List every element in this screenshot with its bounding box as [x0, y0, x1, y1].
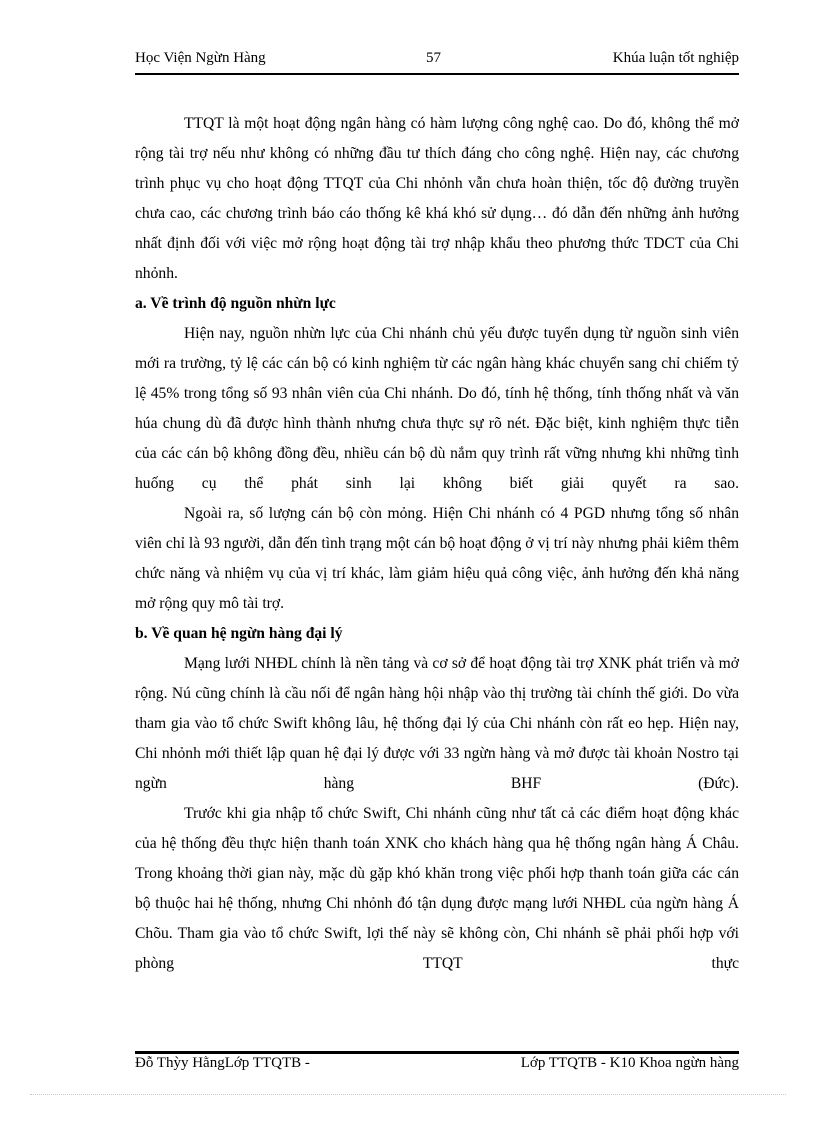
paragraph-technology: TTQT là một hoạt động ngân hàng có hàm lượng công nghệ cao. Do đó, không thể mở rộng tài trợ nếu như không có những đầu tư thích đáng cho công nghệ. Hiện nay, các chương trình phục vụ cho hoạt động TTQT của Chi nhỏnh vẫn chưa hoàn thiện, tốc độ đường truyền chưa cao, các chương trình báo cáo thống kê khá khó sử dụng… đó dẫn đến những ảnh hưởng nhất định đối với việc mở rộng hoạt động tài trợ nhập khẩu theo phương thức TDCT của Chi nhỏnh. [135, 115, 739, 282]
header-institution: Học Viện Ngừn Hàng [135, 50, 266, 66]
page-header [135, 50, 739, 72]
section-heading-b: b. Về quan hệ ngừn hàng đại lý [135, 625, 343, 642]
footer-author: Đỗ Thỳy HằngLớp TTQTB - [135, 1055, 310, 1071]
paragraph-staff-shortage: Ngoài ra, số lượng cán bộ còn mỏng. Hiện Chi nhánh có 4 PGD nhưng tổng số nhân viên chỉ là 93 người, dẫn đến tình trạng một cán bộ hoạt động ở vị trí này nhưng phải kiêm thêm chức năng và nhiệm vụ của vị trí khác, làm giảm hiệu quả công việc, ảnh hưởng đến khả năng mở rộng quy mô tài trợ. [135, 505, 739, 612]
page-number: 57 [426, 50, 441, 66]
page-footer [135, 1055, 739, 1077]
paragraph-human-resources: Hiện nay, nguồn nhừn lực của Chi nhánh chủ yếu được tuyển dụng từ nguồn sinh viên mới ra trường, tỷ lệ các cán bộ có kinh nghiệm từ các ngân hàng khác chuyển sang chỉ chiếm tỷ lệ 45% trong tổng số 93 nhân viên của Chi nhánh. Do đó, tính hệ thống, tính thống nhất và văn húa chung dù đã được hình thành nhưng chưa thực sự rõ nét. Đặc biệt, kinh nghiệm thực tiễn của các cán bộ không đồng đều, nhiều cán bộ dù nắm quy trình rất vững nhưng khi những tình huống cụ thể phát sinh lại không biết giải quyết ra sao. [135, 325, 739, 492]
paragraph-correspondent-network: Mạng lưới NHĐL chính là nền tảng và cơ sở để hoạt động tài trợ XNK phát triển và mở rộng. Nú cũng chính là cầu nối để ngân hàng hội nhập vào thị trường tài chính thế giới. Do vừa tham gia vào tổ chức Swift không lâu, hệ thống đại lý của Chi nhánh còn rất eo hẹp. Hiện nay, Chi nhỏnh mới thiết lập quan hệ đại lý được với 33 ngừn hàng và mở được tài khoản Nostro tại ngừn hàng BHF (Đức). [135, 655, 739, 792]
header-rule [135, 73, 739, 75]
footer-rule [135, 1051, 739, 1054]
paragraph-swift: Trước khi gia nhập tổ chức Swift, Chi nhánh cũng như tất cả các điểm hoạt động khác của hệ thống đều thực hiện thanh toán XNK cho khách hàng qua hệ thống ngân hàng Á Châu. Trong khoảng thời gian này, mặc dù gặp khó khăn trong việc phối hợp thanh toán giữa các cán bộ thuộc hai hệ thống, nhưng Chi nhỏnh đó tận dụng được mạng lưới NHĐL của ngừn hàng Á Chõu. Tham gia vào tổ chức Swift, lợi thế này sẽ không còn, Chi nhánh sẽ phải phối hợp với phòng TTQT thực [135, 805, 739, 972]
page-edge-guide [30, 1094, 786, 1095]
section-heading-a: a. Về trình độ nguồn nhừn lực [135, 295, 336, 312]
page-body [135, 109, 739, 979]
header-document-type: Khúa luận tốt nghiệp [612, 50, 739, 66]
footer-class: Lớp TTQTB - K10 Khoa ngừn hàng [520, 1055, 739, 1071]
